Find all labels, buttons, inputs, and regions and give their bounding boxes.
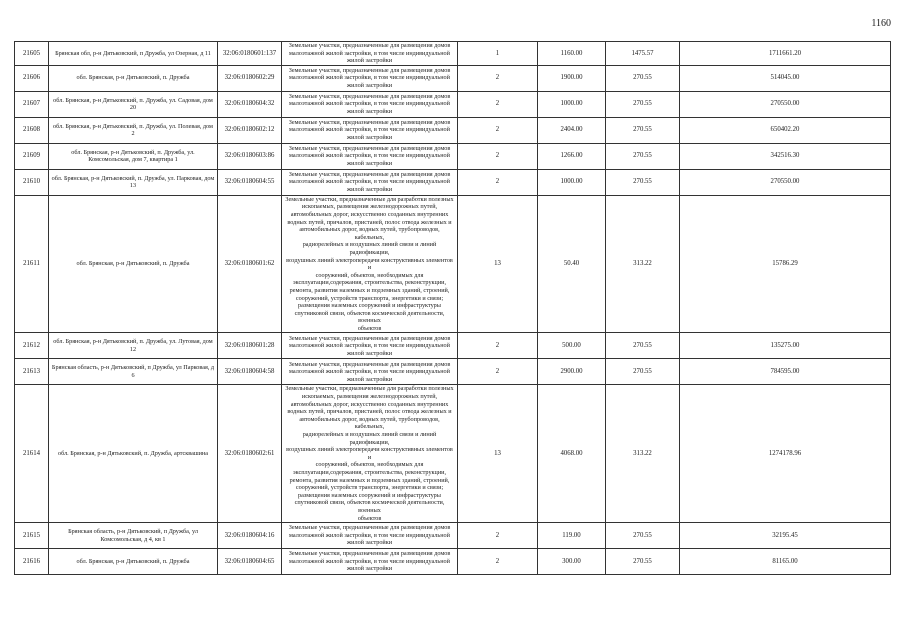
category-cell xyxy=(282,333,458,359)
category-line: Земельные участки, предназначенные для размещения домов xyxy=(288,92,451,100)
area-cell: 1160.00 xyxy=(538,42,606,66)
table-row xyxy=(15,523,891,549)
rate-cell: 270.55 xyxy=(606,91,680,117)
category-line: жилой застройки xyxy=(346,349,393,357)
category-cell xyxy=(282,117,458,143)
rate-cell: 270.55 xyxy=(606,333,680,359)
category-cell xyxy=(282,523,458,549)
cadastral-number-cell: 32:06:0180601:28 xyxy=(218,333,282,359)
category-line: Земельные участки, предназначенные для разработки полезных xyxy=(285,195,454,203)
category-line: Земельные участки, предназначенные для размещения домов xyxy=(288,42,451,49)
table-row xyxy=(15,333,891,359)
category-line: малоэтажной жилой застройки, в том числе индивидуальной xyxy=(289,74,450,82)
address-cell: обл. Брянская, р-н Дятьковский, п. Дружба, ул. Парковая, дом 13 xyxy=(49,169,218,195)
category-line: автомобильных дорог, водных путей, трубопроводов, кабельных, xyxy=(299,415,440,431)
address-cell: обл. Брянская, р-н Дятьковский, п. Дружба xyxy=(49,195,218,333)
rate-cell: 270.55 xyxy=(606,65,680,91)
category-line: эксплуатации,содержания, строительства, реконструкции, xyxy=(292,469,447,476)
group-cell: 2 xyxy=(458,169,538,195)
area-cell: 1000.00 xyxy=(538,169,606,195)
rate-cell: 270.55 xyxy=(606,169,680,195)
category-cell xyxy=(282,359,458,385)
group-cell: 13 xyxy=(458,385,538,523)
category-line: эксплуатации,содержания, строительства, реконструкции, xyxy=(292,279,447,287)
row-id: 21608 xyxy=(15,117,49,143)
cadastral-value-cell: 32195.45 xyxy=(680,523,891,549)
address-cell: обл. Брянская, р-н Дятьковский, п. Дружба, ул. Садовая, дом 20 xyxy=(49,91,218,117)
table-row xyxy=(15,169,891,195)
table-row xyxy=(15,42,891,66)
address-cell: обл. Брянская, р-н Дятьковский, п. Дружба xyxy=(49,549,218,575)
group-cell: 2 xyxy=(458,359,538,385)
area-cell: 1000.00 xyxy=(538,91,606,117)
row-id: 21612 xyxy=(15,333,49,359)
group-cell: 2 xyxy=(458,523,538,549)
rate-cell: 270.55 xyxy=(606,523,680,549)
category-cell xyxy=(282,385,458,523)
category-line: воздушных линий электропередачи конструктивных элементов и xyxy=(286,256,453,272)
cadastral-value-cell: 342516.30 xyxy=(680,143,891,169)
cadastral-value-cell: 1274178.96 xyxy=(680,385,891,523)
cadastral-number-cell: 32:06:0180602:12 xyxy=(218,117,282,143)
area-cell: 2404.00 xyxy=(538,117,606,143)
cadastral-number-cell: 32:06:0180602:29 xyxy=(218,65,282,91)
category-line: спутниковой связи, объектов космической деятельности, военных xyxy=(294,309,445,325)
row-id: 21609 xyxy=(15,143,49,169)
cadastral-value-cell: 15786.29 xyxy=(680,195,891,333)
rate-cell: 1475.57 xyxy=(606,42,680,66)
table-row xyxy=(15,359,891,385)
category-cell xyxy=(282,65,458,91)
category-line: жилой застройки xyxy=(346,82,393,90)
row-id: 21607 xyxy=(15,91,49,117)
category-line: жилой застройки xyxy=(346,57,393,65)
category-line: малоэтажной жилой застройки, в том числе индивидуальной xyxy=(289,152,450,160)
category-line: Земельные участки, предназначенные для размещения домов xyxy=(288,118,451,126)
category-line: ископаемых, размещения железнодорожных путей, xyxy=(301,203,438,211)
category-line: малоэтажной жилой застройки, в том числе индивидуальной xyxy=(289,49,450,57)
area-cell: 50.40 xyxy=(538,195,606,333)
category-line: ремонта, развития наземных и подземных зданий, строений, xyxy=(289,476,450,484)
group-cell: 2 xyxy=(458,549,538,575)
table-row xyxy=(15,385,891,523)
category-line: объектов xyxy=(357,324,382,332)
category-line: малоэтажной жилой застройки, в том числе индивидуальной xyxy=(289,531,450,539)
group-cell: 2 xyxy=(458,143,538,169)
area-cell: 1266.00 xyxy=(538,143,606,169)
category-line: сооружений, устройств транспорта, энергетики и связи; xyxy=(295,294,444,302)
category-line: Земельные участки, предназначенные для размещения домов xyxy=(288,170,451,178)
category-line: Земельные участки, предназначенные для размещения домов xyxy=(288,334,451,342)
row-id: 21615 xyxy=(15,523,49,549)
category-line: жилой застройки xyxy=(346,134,393,142)
area-cell: 500.00 xyxy=(538,333,606,359)
category-cell xyxy=(282,195,458,333)
area-cell: 2900.00 xyxy=(538,359,606,385)
table-row xyxy=(15,117,891,143)
cadastral-value-table xyxy=(14,41,891,575)
cadastral-value-cell: 650402.20 xyxy=(680,117,891,143)
cadastral-number-cell: 32:06:0180601:137 xyxy=(218,42,282,66)
table-row xyxy=(15,549,891,575)
table-row xyxy=(15,65,891,91)
cadastral-value-cell: 81165.00 xyxy=(680,549,891,575)
row-id: 21605 xyxy=(15,42,49,66)
cadastral-number-cell: 32:06:0180603:86 xyxy=(218,143,282,169)
cadastral-number-cell: 32:06:0180604:32 xyxy=(218,91,282,117)
category-line: сооружений, устройств транспорта, энергетики и связи; xyxy=(295,484,444,492)
category-line: Земельные участки, предназначенные для разработки полезных xyxy=(285,385,454,393)
table-row xyxy=(15,195,891,333)
group-cell: 2 xyxy=(458,91,538,117)
cadastral-number-cell: 32:06:0180601:62 xyxy=(218,195,282,333)
category-line: жилой застройки xyxy=(346,186,393,194)
group-cell: 2 xyxy=(458,65,538,91)
category-line: жилой застройки xyxy=(346,108,393,116)
address-cell: Брянская обл, р-н Дятьковский, п Дружба, ул Озерная, д 11 xyxy=(49,42,218,66)
category-line: жилой застройки xyxy=(346,160,393,168)
row-id: 21610 xyxy=(15,169,49,195)
category-line: Земельные участки, предназначенные для размещения домов xyxy=(288,66,451,74)
cadastral-value-cell: 135275.00 xyxy=(680,333,891,359)
category-line: ископаемых, размещения железнодорожных путей, xyxy=(301,393,438,401)
category-line: малоэтажной жилой застройки, в том числе индивидуальной xyxy=(289,100,450,108)
category-line: объектов xyxy=(357,514,382,522)
category-line: размещения наземных сооружений и инфраструктуры xyxy=(298,491,441,499)
category-line: Земельные участки, предназначенные для размещения домов xyxy=(288,550,451,558)
category-line: Земельные участки, предназначенные для размещения домов xyxy=(288,524,451,532)
category-line: Земельные участки, предназначенные для размещения домов xyxy=(288,360,451,368)
page-number: 1160 xyxy=(871,18,891,29)
category-line: сооружений, объектов, необходимых для xyxy=(315,271,424,279)
category-line: автомобильных дорог, искусственно созданных внутренних xyxy=(290,400,449,408)
address-cell: обл. Брянская, р-н Дятьковский, п. Дружба xyxy=(49,65,218,91)
address-cell: Брянская область, р-н Дятьковский, п Дружба, ул Парковая, д 6 xyxy=(49,359,218,385)
table-row xyxy=(15,91,891,117)
rate-cell: 270.55 xyxy=(606,549,680,575)
category-cell xyxy=(282,143,458,169)
category-line: Земельные участки, предназначенные для размещения домов xyxy=(288,144,451,152)
row-id: 21606 xyxy=(15,65,49,91)
group-cell: 2 xyxy=(458,333,538,359)
rate-cell: 313.22 xyxy=(606,385,680,523)
category-line: водных путей, причалов, пристаней, полос отвода железных и xyxy=(287,218,452,226)
address-cell: Брянская область, р-н Дятьковский, п Дружба, ул Комсомольская, д 4, кв 1 xyxy=(49,523,218,549)
cadastral-value-cell: 270550.00 xyxy=(680,91,891,117)
cadastral-value-cell: 514045.00 xyxy=(680,65,891,91)
area-cell: 4068.00 xyxy=(538,385,606,523)
category-line: малоэтажной жилой застройки, в том числе индивидуальной xyxy=(289,557,450,565)
address-cell: обл. Брянская, р-н Дятьковский, п. Дружба, артсквашина xyxy=(49,385,218,523)
row-id: 21611 xyxy=(15,195,49,333)
group-cell: 1 xyxy=(458,42,538,66)
category-cell xyxy=(282,42,458,66)
category-line: автомобильных дорог, водных путей, трубопроводов, кабельных, xyxy=(299,226,440,241)
area-cell: 1900.00 xyxy=(538,65,606,91)
address-cell: обл. Брянская, р-н Дятьковский, п. Дружба, ул. Лутовая, дом 12 xyxy=(49,333,218,359)
category-line: ремонта, развития наземных и подземных зданий, строений, xyxy=(289,286,450,294)
rate-cell: 270.55 xyxy=(606,143,680,169)
category-line: воздушных линий электропередачи конструктивных элементов и xyxy=(286,446,453,461)
cadastral-number-cell: 32:06:0180602:61 xyxy=(218,385,282,523)
category-line: сооружений, объектов, необходимых для xyxy=(315,461,424,469)
address-cell: обл. Брянская, р-н Дятьковский, п. Дружба, ул. Полевая, дом 2 xyxy=(49,117,218,143)
category-line: жилой застройки xyxy=(346,375,393,383)
row-id: 21614 xyxy=(15,385,49,523)
category-cell xyxy=(282,169,458,195)
rate-cell: 313.22 xyxy=(606,195,680,333)
category-line: спутниковой связи, объектов космической деятельности, военных xyxy=(294,499,445,514)
cadastral-number-cell: 32:06:0180604:58 xyxy=(218,359,282,385)
category-line: малоэтажной жилой застройки, в том числе индивидуальной xyxy=(289,178,450,186)
cadastral-value-cell: 784595.00 xyxy=(680,359,891,385)
category-line: жилой застройки xyxy=(346,539,393,547)
group-cell: 13 xyxy=(458,195,538,333)
category-line: радиорелейных и воздушных линий связи и линий радиофикации, xyxy=(302,241,437,256)
category-cell xyxy=(282,91,458,117)
rate-cell: 270.55 xyxy=(606,117,680,143)
cadastral-number-cell: 32:06:0180604:16 xyxy=(218,523,282,549)
category-line: водных путей, причалов, пристаней, полос отвода железных и xyxy=(287,408,452,416)
cadastral-value-cell: 1711661.20 xyxy=(680,42,891,66)
row-id: 21613 xyxy=(15,359,49,385)
category-line: малоэтажной жилой застройки, в том числе индивидуальной xyxy=(289,368,450,376)
area-cell: 300.00 xyxy=(538,549,606,575)
category-line: жилой застройки xyxy=(346,565,393,573)
area-cell: 119.00 xyxy=(538,523,606,549)
category-line: автомобильных дорог, искусственно созданных внутренних xyxy=(290,210,449,218)
category-line: малоэтажной жилой застройки, в том числе индивидуальной xyxy=(289,342,450,350)
category-line: радиорелейных и воздушных линий связи и линий радиофикации, xyxy=(302,431,437,446)
cadastral-value-cell: 270550.00 xyxy=(680,169,891,195)
category-line: размещения наземных сооружений и инфраструктуры xyxy=(298,302,441,310)
address-cell: обл. Брянская, р-н Дятьковский, п. Дружба, ул. Комсомольская, дом 7, квартира 1 xyxy=(49,143,218,169)
rate-cell: 270.55 xyxy=(606,359,680,385)
table-row xyxy=(15,143,891,169)
category-cell xyxy=(282,549,458,575)
cadastral-number-cell: 32:06:0180604:55 xyxy=(218,169,282,195)
cadastral-number-cell: 32:06:0180604:65 xyxy=(218,549,282,575)
category-line: малоэтажной жилой застройки, в том числе индивидуальной xyxy=(289,126,450,134)
group-cell: 2 xyxy=(458,117,538,143)
row-id: 21616 xyxy=(15,549,49,575)
